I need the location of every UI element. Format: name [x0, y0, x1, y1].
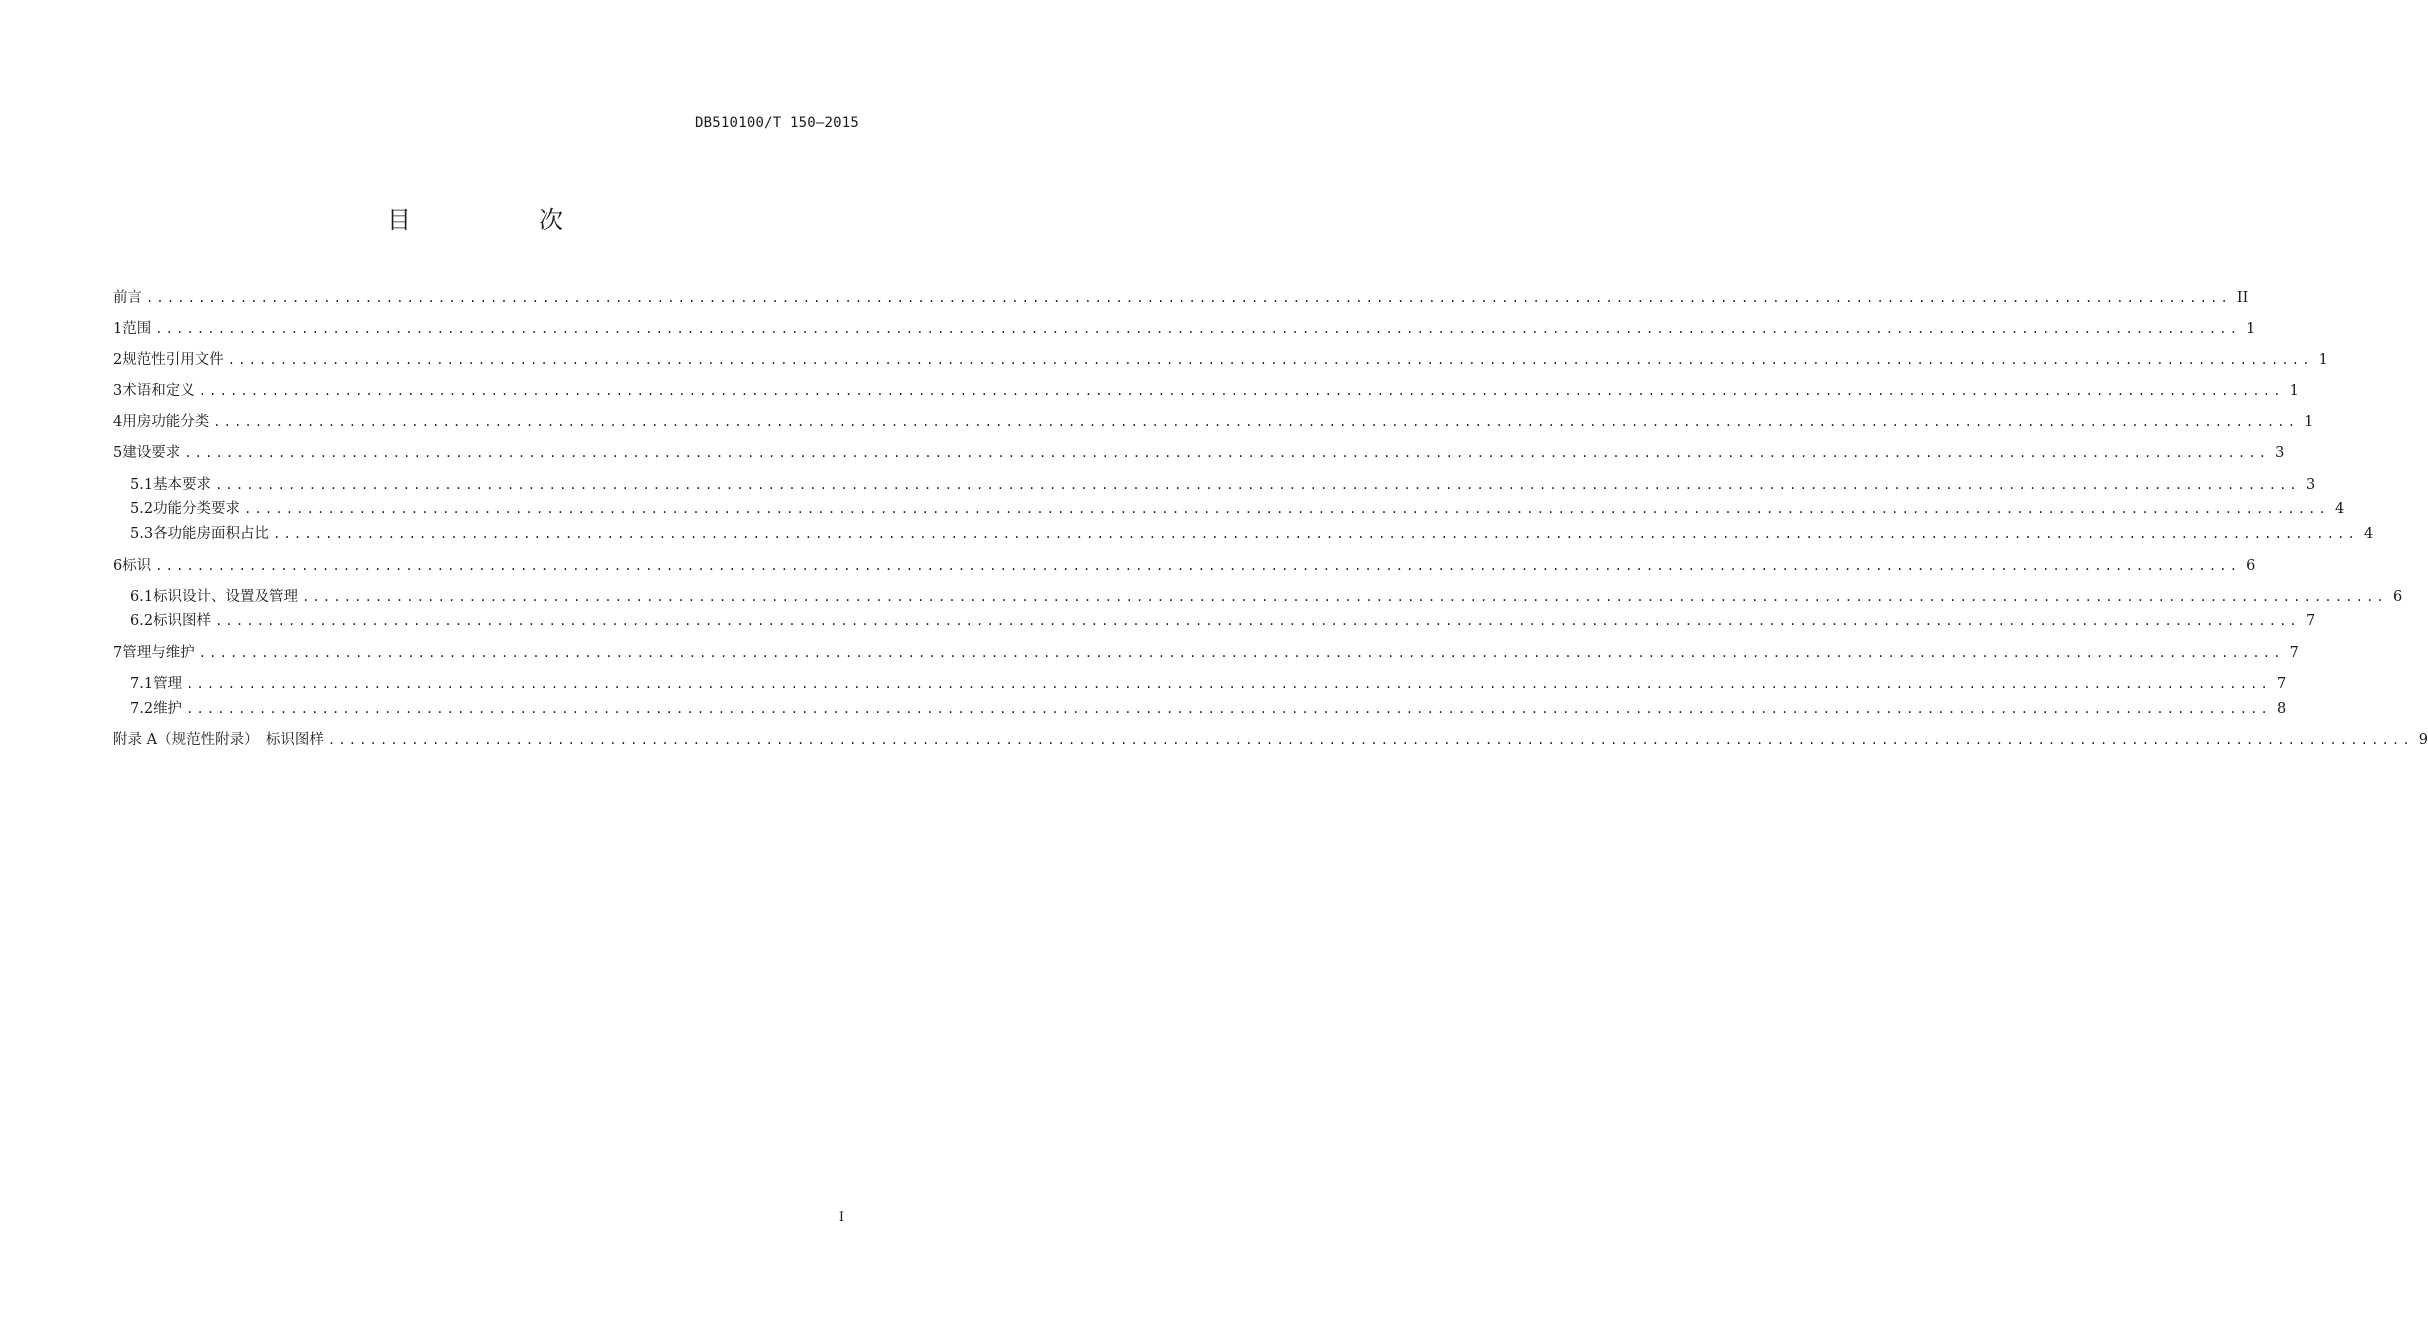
toc-entry-label: 标识图样	[153, 613, 212, 629]
toc-entry[interactable]	[113, 730, 2428, 750]
toc-entry[interactable]	[130, 475, 2316, 495]
toc-leader-dots: ........................................................................................................................................................................................................	[186, 677, 2271, 691]
toc-entry-label: 功能分类要求	[153, 501, 241, 517]
toc-entry-page: 1	[2304, 414, 2314, 430]
toc-entry-number: 4	[113, 414, 123, 430]
toc-entry-page: 7	[2289, 645, 2299, 661]
toc-entry-number: 5.3	[130, 526, 154, 542]
toc-leader-dots: ........................................................................................................................................................................................................	[215, 614, 2300, 628]
page-number: I	[838, 1210, 844, 1225]
toc-entry-label: 附录 A（规范性附录） 标识图样	[113, 732, 324, 748]
toc-leader-dots: ........................................................................................................................................................................................................	[198, 384, 2284, 398]
toc-entry-label: 范围	[122, 321, 152, 337]
toc-entry[interactable]	[113, 319, 2256, 339]
toc-leader-dots: ........................................................................................................................................................................................................	[244, 502, 2329, 516]
toc-entry-page: 1	[2318, 352, 2328, 368]
toc-entry-number: 6.1	[130, 589, 154, 605]
toc-entry-page: 4	[2334, 501, 2345, 517]
toc-entry-number: 2	[113, 352, 123, 368]
toc-entry-label: 维护	[153, 701, 183, 717]
toc-leader-dots: ........................................................................................................................................................................................................	[184, 446, 2270, 460]
toc-entry-label: 管理	[153, 676, 183, 692]
toc-entry[interactable]	[113, 350, 2328, 370]
toc-entry-number: 6.2	[130, 613, 154, 629]
toc-entry-label: 术语和定义	[122, 383, 195, 399]
toc-leader-dots: ........................................................................................................................................................................................................	[302, 590, 2387, 604]
toc-entry-page: 1	[2246, 321, 2256, 337]
toc-entry-page: 9	[2418, 732, 2428, 748]
toc-entry[interactable]	[113, 412, 2314, 432]
toc-entry-number: 5.1	[130, 477, 154, 493]
document-code: DB510100/T 150—2015	[695, 115, 859, 131]
toc-entry[interactable]	[130, 587, 2403, 607]
toc-entry-page: II	[2236, 290, 2249, 306]
toc-entry-page: 4	[2363, 526, 2374, 542]
toc-entry-page: 1	[2289, 383, 2299, 399]
toc-entry-label: 用房功能分类	[122, 414, 210, 430]
toc-entry-label: 各功能房面积占比	[153, 526, 270, 542]
toc-entry-page: 6	[2246, 558, 2256, 574]
toc-leader-dots: ........................................................................................................................................................................................................	[273, 527, 2358, 541]
toc-entry-label: 标识	[122, 558, 152, 574]
toc-entry-number: 7.1	[130, 676, 154, 692]
toc-entry-number: 5.2	[130, 501, 154, 517]
toc-entry-number: 1	[113, 321, 123, 337]
toc-entry[interactable]	[113, 381, 2299, 401]
toc-leader-dots: ........................................................................................................................................................................................................	[186, 702, 2271, 716]
toc-entry[interactable]	[113, 443, 2285, 463]
toc-entry-number: 6	[113, 558, 123, 574]
toc-entry-page: 7	[2305, 613, 2316, 629]
toc-leader-dots: ........................................................................................................................................................................................................	[146, 291, 2231, 305]
toc-entry-page: 3	[2275, 445, 2285, 461]
toc-entry-page: 3	[2305, 477, 2316, 493]
toc-leader-dots: ........................................................................................................................................................................................................	[155, 322, 2241, 336]
page-title: 目 次	[387, 206, 615, 234]
toc-entry[interactable]	[113, 288, 2249, 308]
toc-entry-label: 标识设计、设置及管理	[153, 589, 299, 605]
toc-entry[interactable]	[113, 556, 2256, 576]
toc-entry[interactable]	[130, 499, 2345, 519]
toc-entry[interactable]	[130, 674, 2287, 694]
toc-leader-dots: ........................................................................................................................................................................................................	[215, 478, 2300, 492]
toc-leader-dots: ........................................................................................................................................................................................................	[198, 646, 2284, 660]
toc-leader-dots: ........................................................................................................................................................................................................	[213, 415, 2299, 429]
toc-entry-page: 6	[2392, 589, 2403, 605]
toc-leader-dots: ........................................................................................................................................................................................................	[327, 733, 2413, 747]
toc-entry[interactable]	[113, 643, 2299, 663]
toc-entry-label: 管理与维护	[122, 645, 195, 661]
toc-leader-dots: ........................................................................................................................................................................................................	[155, 559, 2241, 573]
toc-entry-label: 建设要求	[122, 445, 181, 461]
toc-entry[interactable]	[130, 524, 2374, 544]
toc-entry-number: 5	[113, 445, 123, 461]
toc-entry-number: 7.2	[130, 701, 154, 717]
toc-leader-dots: ........................................................................................................................................................................................................	[227, 353, 2313, 367]
toc-entry-label: 前言	[113, 290, 142, 306]
toc-entry-number: 3	[113, 383, 123, 399]
toc-entry-page: 8	[2276, 701, 2287, 717]
toc-entry-number: 7	[113, 645, 123, 661]
toc-entry[interactable]	[130, 611, 2316, 631]
toc-entry-label: 规范性引用文件	[122, 352, 224, 368]
toc-entry-label: 基本要求	[153, 477, 212, 493]
toc-entry-page: 7	[2276, 676, 2287, 692]
toc-entry[interactable]	[130, 699, 2287, 719]
